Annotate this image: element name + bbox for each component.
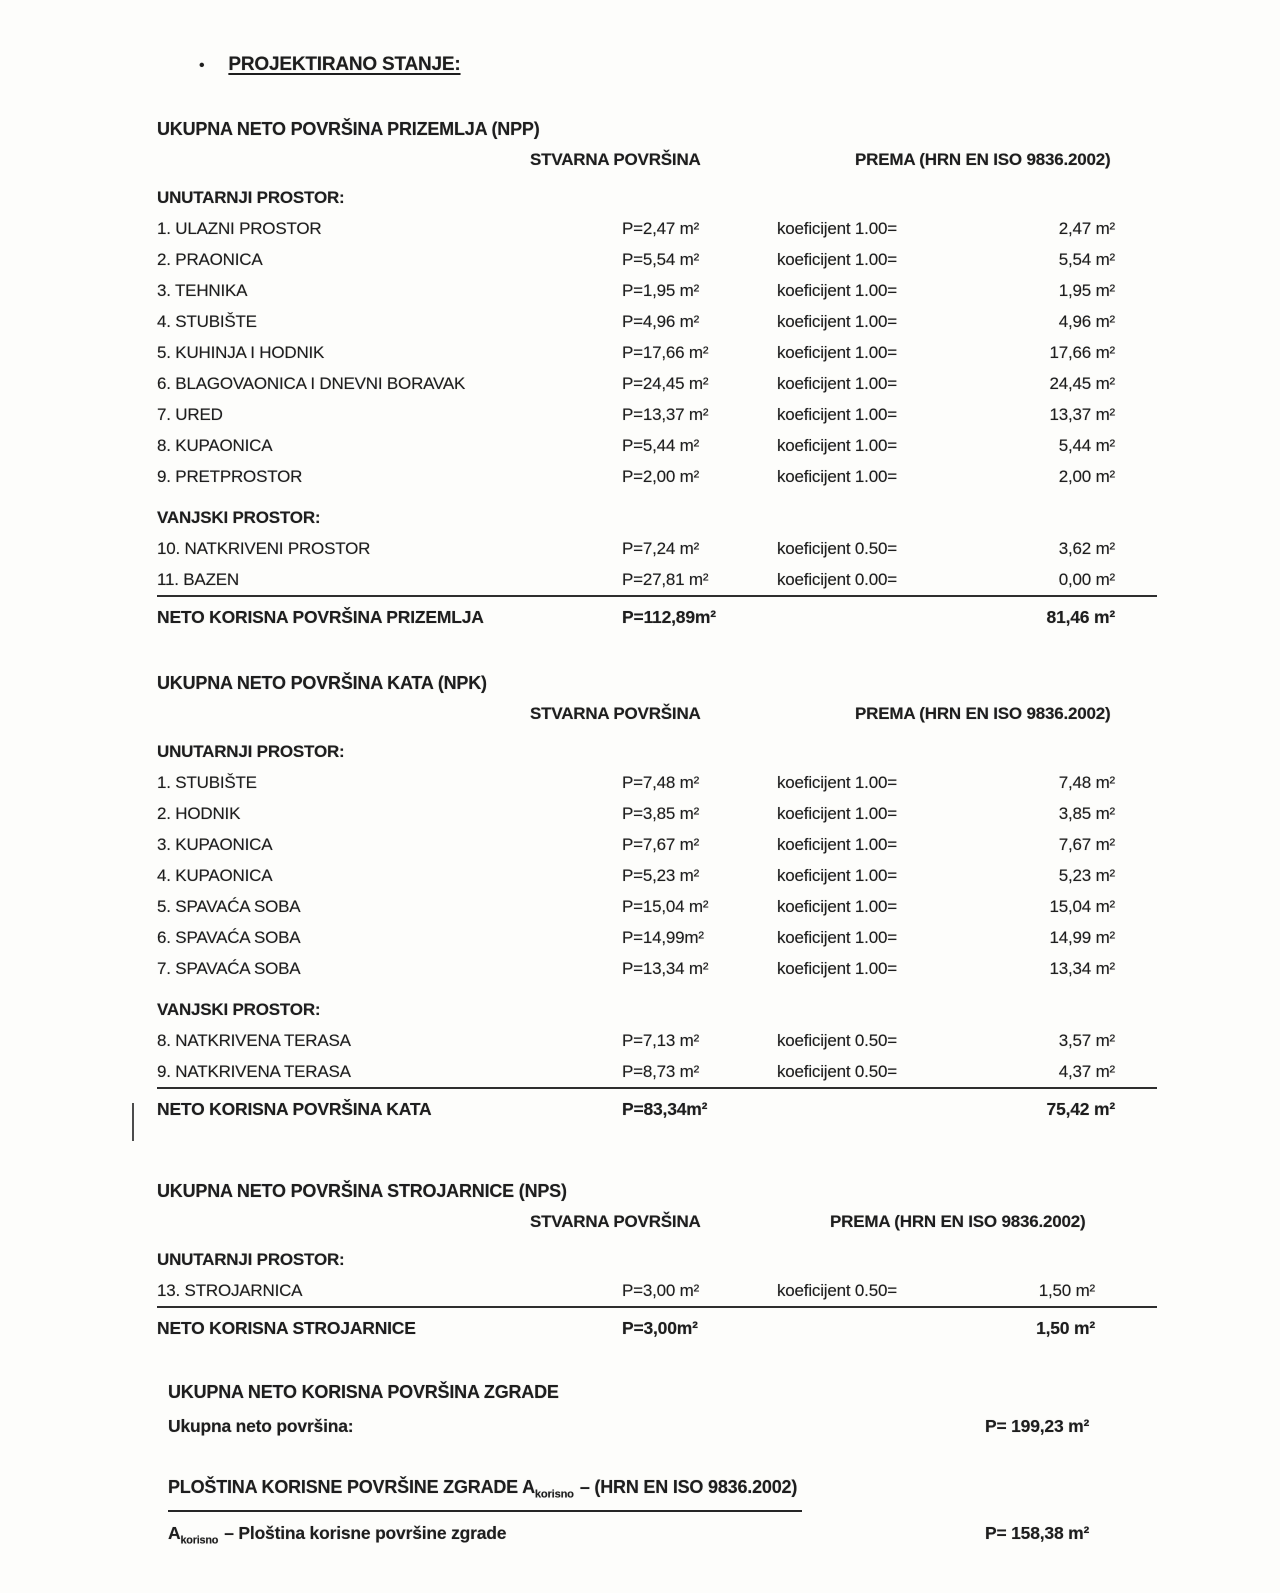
plostina-title-post: – (HRN EN ISO 9836.2002) [579,1477,798,1497]
koeficijent: koeficijent 1.00= [777,374,897,393]
total-area: P=112,89m² [622,607,716,627]
koeficijent: koeficijent 1.00= [777,467,897,486]
spacer [780,1210,830,1234]
section-title: UKUPNA NETO POVRŠINA STROJARNICE (NPS) [157,1181,567,1201]
section-npk [157,670,1157,1126]
group-label: UNUTARNJI PROSTOR: [157,742,345,761]
prema-result: 4,37 m² [1058,1062,1115,1081]
prema-result: 24,45 m² [1049,374,1115,393]
plostina-label [168,1518,985,1557]
room-label: 3. TEHNIKA [157,281,248,300]
prema-result: 5,54 m² [1058,250,1115,269]
prema-result: 2,00 m² [1058,467,1115,486]
table-row [157,564,1157,597]
koeficijent: koeficijent 1.00= [777,281,897,300]
prema-result: 1,50 m² [1038,1281,1095,1300]
koeficijent: koeficijent 1.00= [777,436,897,455]
prema-result: 13,37 m² [1049,405,1115,424]
table-row [157,461,1157,492]
spacer [777,600,1010,634]
spacer [157,148,530,172]
rows-group [157,1025,1157,1089]
subscript: korisno [534,1488,574,1501]
plostina-title [168,1474,1157,1512]
spacer [157,702,530,726]
group-label: UNUTARNJI PROSTOR: [157,1250,345,1269]
room-label: 6. BLAGOVAONICA I DNEVNI BORAVAK [157,374,466,393]
actual-area: P=7,48 m² [622,773,700,792]
actual-area: P=7,24 m² [622,539,700,558]
room-label: 10. NATKRIVENI PROSTOR [157,539,371,558]
plostina-label-post: – Ploština korisne površine zgrade [224,1522,507,1543]
table-row [157,399,1157,430]
total-area: P=83,34m² [622,1099,708,1119]
prema-result: 2,47 m² [1058,219,1115,238]
table-row [157,922,1157,953]
total-area: P=3,00m² [622,1318,698,1338]
koeficijent: koeficijent 1.00= [777,928,897,947]
actual-area: P=8,73 m² [622,1062,700,1081]
total-label: NETO KORISNA STROJARNICE [157,1318,416,1338]
total-label: NETO KORISNA POVRŠINA PRIZEMLJA [157,607,484,627]
table-row [157,306,1157,337]
bullet-icon: • [199,57,205,74]
koeficijent: koeficijent 1.00= [777,866,897,885]
koeficijent: koeficijent 1.00= [777,219,897,238]
table-row [157,213,1157,244]
column-header-stvarna: STVARNA POVRŠINA [530,1212,701,1231]
actual-area: P=27,81 m² [622,570,709,589]
koeficijent: koeficijent 1.00= [777,835,897,854]
koeficijent: koeficijent 1.00= [777,804,897,823]
actual-area: P=5,23 m² [622,866,700,885]
column-header-prema: PREMA (HRN EN ISO 9836.2002) [855,150,1111,169]
koeficijent: koeficijent 1.00= [777,312,897,331]
rows-group [157,533,1157,597]
koeficijent: koeficijent 1.00= [777,897,897,916]
koeficijent: koeficijent 0.50= [777,1031,897,1050]
room-label: 5. KUHINJA I HODNIK [157,343,325,362]
table-row [157,891,1157,922]
total-row [157,1311,1157,1345]
room-label: 1. ULAZNI PROSTOR [157,219,322,238]
bullet-list-item [157,54,1157,76]
total-result: 81,46 m² [1046,607,1115,627]
plostina-title-text [168,1474,802,1512]
table-row [157,275,1157,306]
column-headers [157,148,1157,172]
section-title: UKUPNA NETO POVRŠINA KATA (NPK) [157,673,487,693]
table-row [157,1056,1157,1089]
room-label: 8. KUPAONICA [157,436,273,455]
table-row [157,368,1157,399]
room-label: 9. PRETPROSTOR [157,467,303,486]
building-total-label: Ukupna neto površina: [168,1416,354,1436]
room-label: 13. STROJARNICA [157,1281,303,1300]
plostina-value: P= 158,38 m² [985,1522,1090,1543]
plostina-row [168,1518,1157,1557]
prema-result: 3,62 m² [1058,539,1115,558]
scan-artifact-line [132,1103,134,1141]
column-header-stvarna: STVARNA POVRŠINA [530,704,701,723]
actual-area: P=24,45 m² [622,374,709,393]
koeficijent: koeficijent 1.00= [777,405,897,424]
group-label: VANJSKI PROSTOR: [157,1000,321,1019]
room-label: 9. NATKRIVENA TERASA [157,1062,351,1081]
actual-area: P=14,99m² [622,928,704,947]
column-headers [157,702,1157,726]
building-total-row [168,1411,1157,1442]
room-label: 1. STUBIŠTE [157,773,257,792]
table-row [157,1275,1157,1308]
room-label: 11. BAZEN [157,570,239,589]
plostina-title-pre: PLOŠTINA KORISNE POVRŠINE ZGRADE A [168,1477,535,1497]
section-title: UKUPNA NETO POVRŠINA PRIZEMLJA (NPP) [157,119,540,139]
table-row [157,798,1157,829]
prema-result: 5,23 m² [1058,866,1115,885]
actual-area: P=3,85 m² [622,804,700,823]
prema-result: 5,44 m² [1058,436,1115,455]
document-content [157,0,1157,1556]
room-label: 4. KUPAONICA [157,866,273,885]
room-label: 6. SPAVAĆA SOBA [157,928,301,947]
actual-area: P=3,00 m² [622,1281,700,1300]
prema-result: 1,95 m² [1058,281,1115,300]
actual-area: P=1,95 m² [622,281,700,300]
room-label: 2. HODNIK [157,804,241,823]
spacer [777,1092,1010,1126]
table-row [157,860,1157,891]
actual-area: P=15,04 m² [622,897,709,916]
room-label: 8. NATKRIVENA TERASA [157,1031,351,1050]
prema-result: 14,99 m² [1049,928,1115,947]
prema-result: 0,00 m² [1058,570,1115,589]
room-label: 4. STUBIŠTE [157,312,257,331]
prema-result: 7,48 m² [1058,773,1115,792]
koeficijent: koeficijent 1.00= [777,959,897,978]
actual-area: P=7,67 m² [622,835,700,854]
actual-area: P=17,66 m² [622,343,709,362]
spacer [780,702,855,726]
actual-area: P=13,34 m² [622,959,709,978]
section-building-total [168,1379,1157,1442]
table-row [157,1025,1157,1056]
building-total-title: UKUPNA NETO KORISNA POVRŠINA ZGRADE [168,1382,559,1402]
column-headers [157,1210,1157,1234]
prema-result: 7,67 m² [1058,835,1115,854]
table-row [157,533,1157,564]
building-total-value: P= 199,23 m² [985,1416,1090,1436]
column-header-stvarna: STVARNA POVRŠINA [530,150,701,169]
koeficijent: koeficijent 1.00= [777,773,897,792]
actual-area: P=7,13 m² [622,1031,700,1050]
group-label: UNUTARNJI PROSTOR: [157,188,345,207]
table-row [157,337,1157,368]
column-header-prema: PREMA (HRN EN ISO 9836.2002) [830,1212,1086,1231]
room-label: 7. SPAVAĆA SOBA [157,959,301,978]
room-label: 5. SPAVAĆA SOBA [157,897,301,916]
prema-result: 13,34 m² [1049,959,1115,978]
actual-area: P=5,44 m² [622,436,700,455]
column-header-prema: PREMA (HRN EN ISO 9836.2002) [855,704,1111,723]
koeficijent: koeficijent 0.00= [777,570,897,589]
table-row [157,430,1157,461]
total-row [157,1092,1157,1126]
spacer [780,148,855,172]
prema-result: 15,04 m² [1049,897,1115,916]
koeficijent: koeficijent 0.50= [777,539,897,558]
actual-area: P=13,37 m² [622,405,709,424]
actual-area: P=2,00 m² [622,467,700,486]
prema-result: 3,85 m² [1058,804,1115,823]
group-label: VANJSKI PROSTOR: [157,508,321,527]
table-row [157,953,1157,984]
rows-group [157,1275,1157,1308]
table-row [157,767,1157,798]
rows-group [157,213,1157,492]
spacer [777,1311,1010,1345]
actual-area: P=4,96 m² [622,312,700,331]
room-label: 2. PRAONICA [157,250,263,269]
rows-group [157,767,1157,984]
total-result: 75,42 m² [1046,1099,1115,1119]
table-row [157,829,1157,860]
table-row [157,244,1157,275]
total-row [157,600,1157,634]
prema-result: 17,66 m² [1049,343,1115,362]
subscript: korisno [180,1534,219,1547]
actual-area: P=2,47 m² [622,219,700,238]
koeficijent: koeficijent 0.50= [777,1062,897,1081]
section-npp [157,116,1157,634]
section-plostina [168,1474,1157,1556]
total-result: 1,50 m² [1036,1318,1095,1338]
koeficijent: koeficijent 1.00= [777,250,897,269]
room-label: 3. KUPAONICA [157,835,273,854]
room-label: 7. URED [157,405,223,424]
spacer [157,1210,530,1234]
koeficijent: koeficijent 0.50= [777,1281,897,1300]
actual-area: P=5,54 m² [622,250,700,269]
total-label: NETO KORISNA POVRŠINA KATA [157,1099,432,1119]
prema-result: 3,57 m² [1058,1031,1115,1050]
document-title: PROJEKTIRANO STANJE: [228,54,461,75]
section-nps [157,1178,1157,1345]
prema-result: 4,96 m² [1058,312,1115,331]
plostina-label-pre: A [168,1522,181,1543]
koeficijent: koeficijent 1.00= [777,343,897,362]
